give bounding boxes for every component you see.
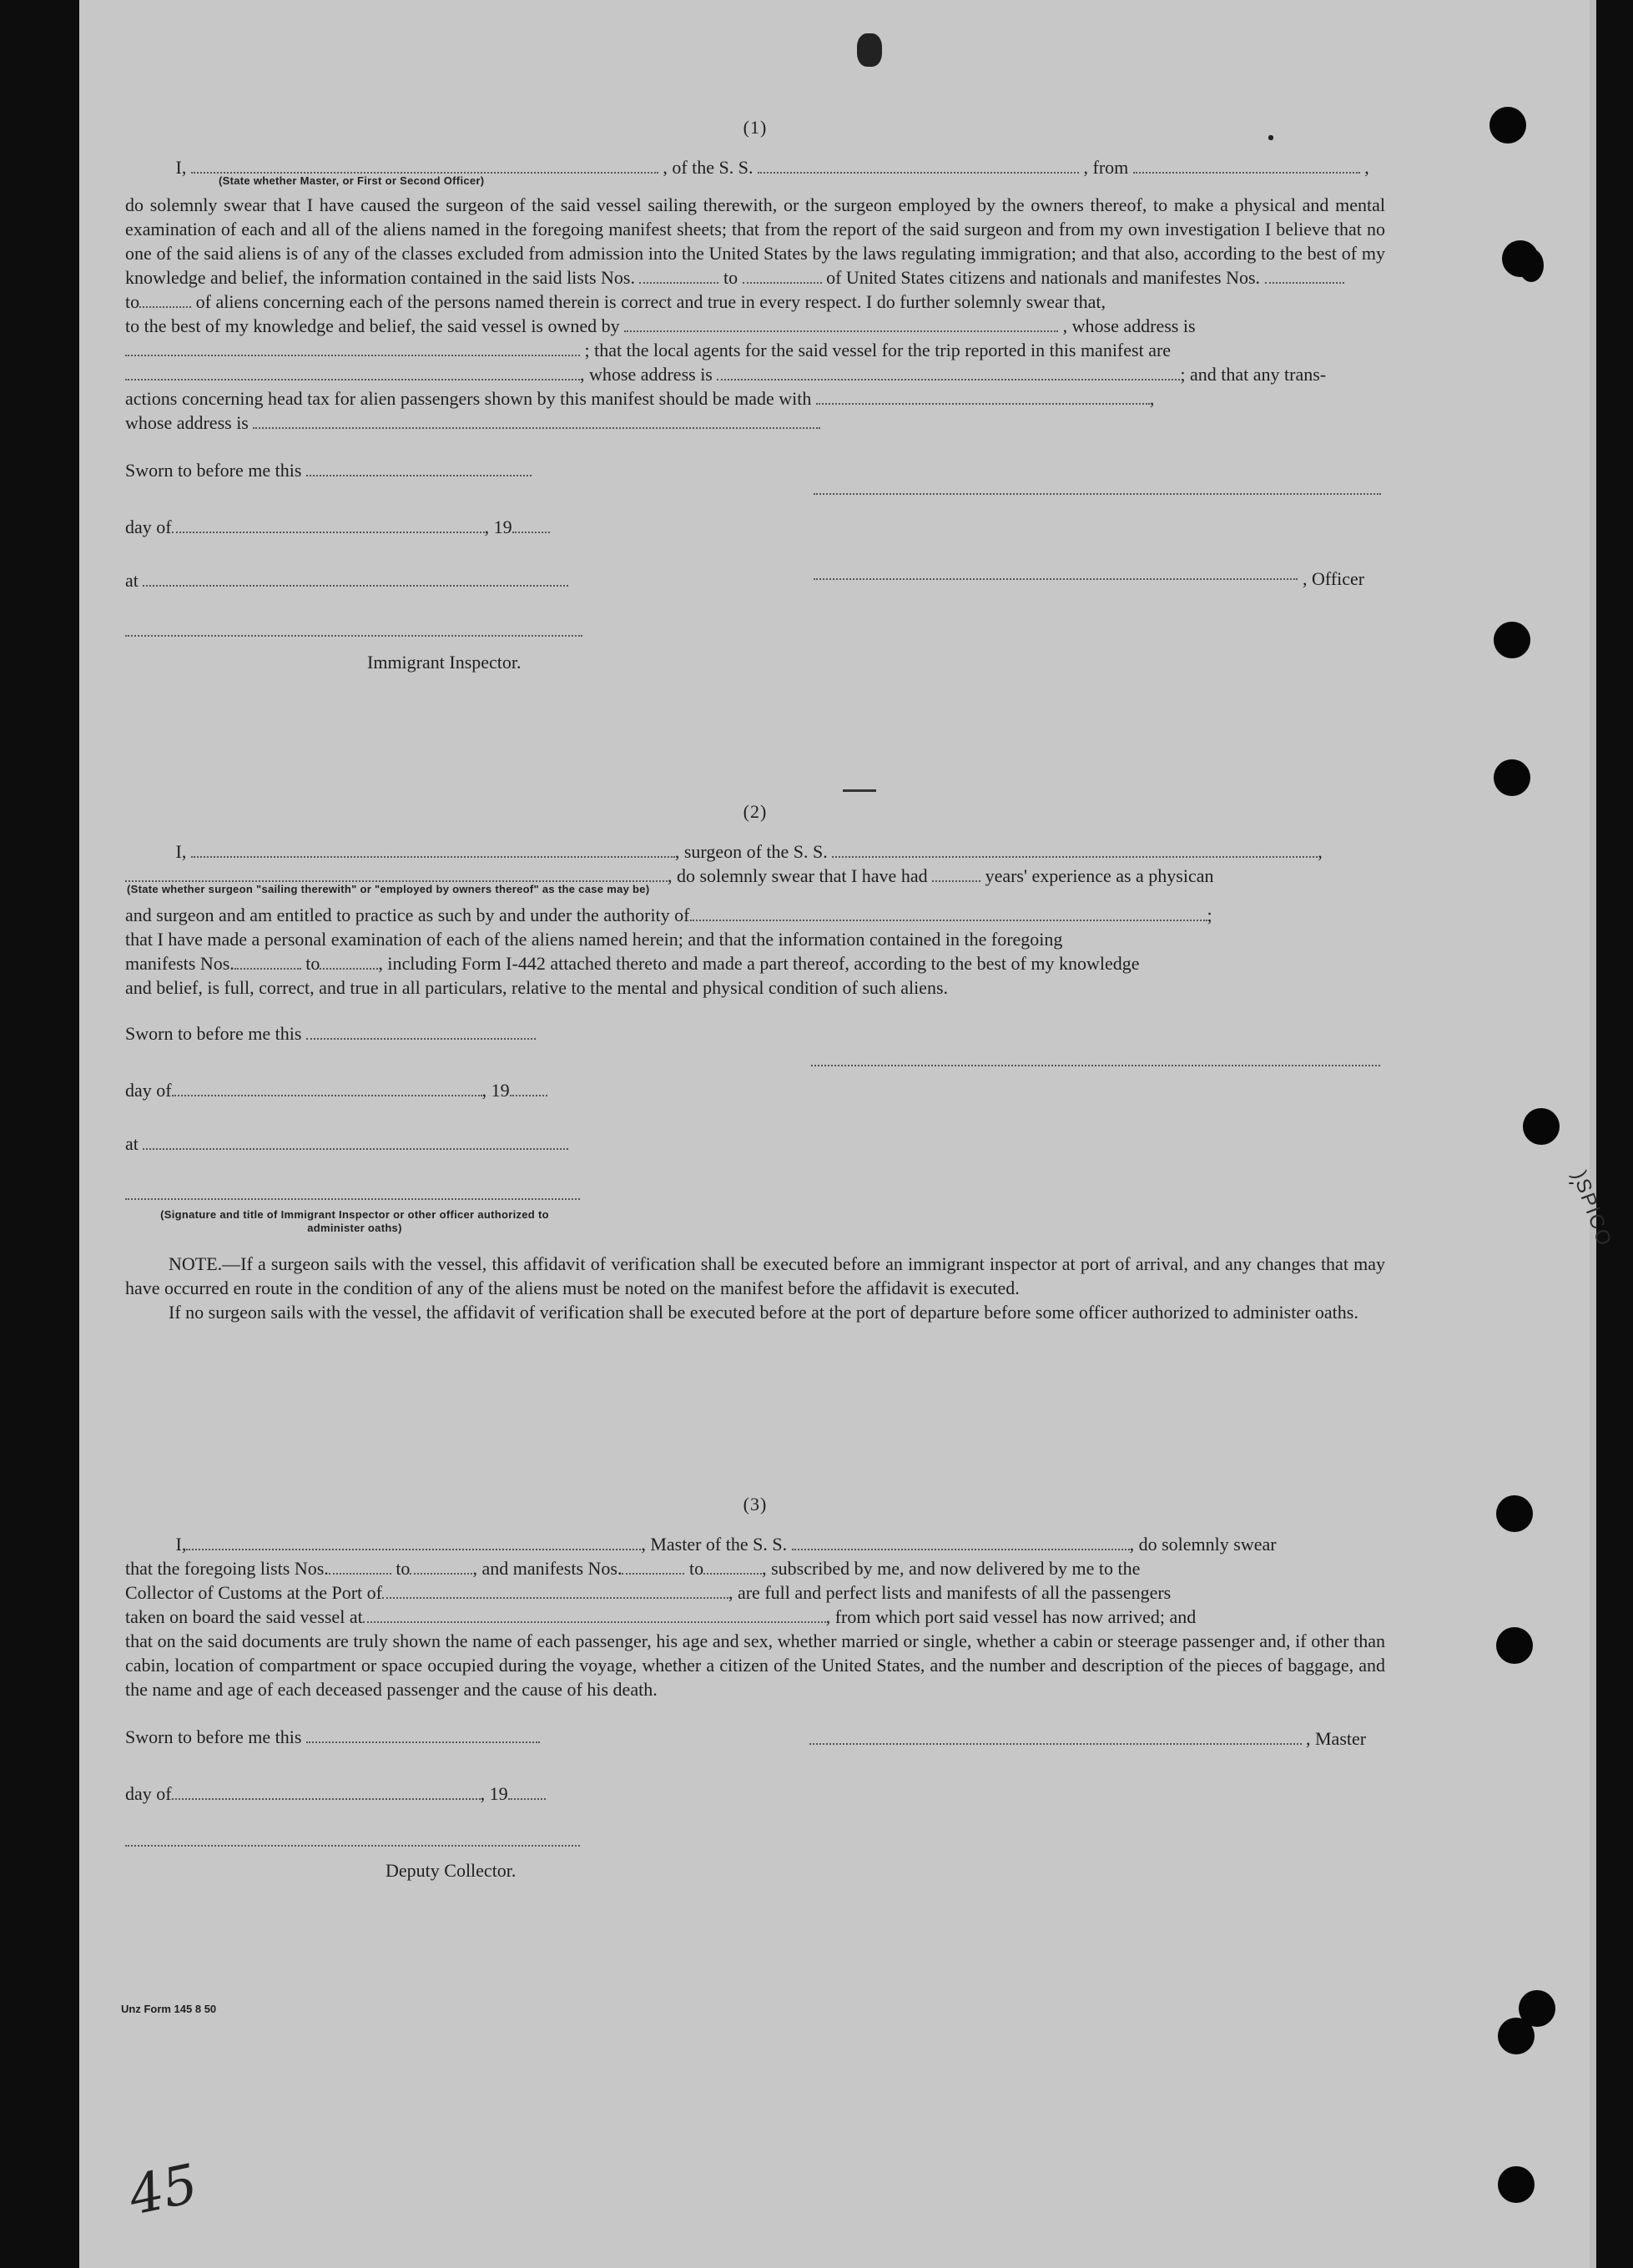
sworn-place-field[interactable]	[143, 1135, 568, 1150]
affidavit-section-1	[125, 117, 1385, 685]
master-manifests-to-field[interactable]	[703, 1560, 762, 1575]
section-number: (2)	[743, 801, 768, 822]
section2-jurat: Sworn to before me this day of , 19 at (Signature and title of Immigrant Inspector or other officer authorized to administer oaths)	[125, 1023, 1385, 1240]
sworn-day-field[interactable]	[306, 461, 532, 476]
deputy-signature-line[interactable]	[125, 1845, 580, 1847]
head-tax-address-field[interactable]	[253, 414, 820, 429]
sworn-place-field[interactable]	[143, 572, 568, 587]
inspector-label: Immigrant Inspector.	[367, 652, 522, 673]
customs-port-field[interactable]	[382, 1584, 728, 1599]
manifests-from-field[interactable]	[1265, 269, 1344, 284]
officer-label: , Officer	[1303, 568, 1365, 589]
sworn-month-field[interactable]	[172, 1785, 481, 1800]
section-number: (1)	[743, 117, 768, 138]
officer-line: I, , of the S. S. , from ,	[175, 157, 1369, 178]
sworn-year-field[interactable]	[510, 1081, 547, 1096]
master-lists-to-field[interactable]	[410, 1560, 472, 1575]
divider-mark	[843, 789, 876, 792]
officer-name-field[interactable]	[191, 159, 658, 174]
surgeon-status-field[interactable]	[125, 867, 668, 882]
owner-address-field[interactable]	[125, 341, 580, 356]
boarding-port-field[interactable]	[363, 1608, 826, 1623]
note-block: NOTE.—If a surgeon sails with the vessel, this affidavit of verification shall be executed before an immigrant inspector at port of arrival, and any changes that may have occurred en route in the condition of any of the aliens must be noted on the manifest before the affidavit is executed. If no surgeon sails with the vessel, the affidavit of verification shall be executed before at the port of departure before some officer authorized to administer oaths.	[125, 1253, 1385, 1323]
master-vessel-field[interactable]	[792, 1535, 1130, 1550]
sworn-year-field[interactable]	[512, 518, 550, 533]
inspector-signature-line[interactable]	[125, 635, 582, 637]
official-signature-line[interactable]	[125, 1198, 580, 1200]
lists-to-field[interactable]	[743, 269, 822, 284]
sworn-year-field[interactable]	[508, 1785, 546, 1800]
sworn-day-field[interactable]	[306, 1728, 540, 1743]
owner-field[interactable]	[624, 317, 1058, 332]
punch-hole	[1498, 2018, 1535, 2054]
surgeon-manifests-to-field[interactable]	[320, 955, 378, 970]
surgeon-line: I, , surgeon of the S. S. ,	[175, 841, 1323, 862]
page-edge	[1590, 0, 1596, 2268]
surgeon-experience-line: , do solemnly swear that I have had years' experience as a physican	[125, 864, 1385, 888]
deputy-label: Deputy Collector.	[386, 1860, 517, 1881]
section3-paragraph: I, , Master of the S. S. , do solemnly swear that the foregoing lists Nos. to , and manifests Nos. to , subscribed by me, and now delivered by me to the Collector of Customs at the Port of , are full and perfect lists and manifests of all the passengers taken on board the said vessel at , from which port said vessel has now arrived; and that on the said documents are truly shown the name of each passenger, his age and sex, whether married or single, whether a cabin or steerage passenger and, if other than cabin, location of compartment or space occupied during the voyage, whether a citizen of the United States, and the number and description of the pieces of baggage, and the name and age of each deceased passenger and the cause of his death.	[125, 1534, 1385, 1700]
sworn-month-field[interactable]	[172, 518, 485, 533]
from-port-field[interactable]	[1133, 159, 1360, 174]
punch-hole	[1496, 1627, 1533, 1664]
punch-hole	[1496, 1495, 1533, 1532]
surgeon-manifests-from-field[interactable]	[234, 955, 301, 970]
affidavit-section-2	[125, 801, 1385, 1324]
lists-from-field[interactable]	[639, 269, 718, 284]
form-identifier: Unz Form 145 8 50	[121, 2003, 217, 2015]
punch-hole	[1523, 1108, 1560, 1145]
punch-hole	[1494, 759, 1530, 796]
surgeon-name-field[interactable]	[191, 843, 675, 858]
sworn-day-field[interactable]	[306, 1025, 536, 1040]
section-number: (3)	[743, 1494, 768, 1515]
master-label: , Master	[1306, 1728, 1367, 1749]
master-name-field[interactable]	[186, 1535, 641, 1550]
punch-hole	[1494, 622, 1530, 658]
surgeon-signature-line[interactable]	[811, 1065, 1380, 1066]
master-signature-line[interactable]	[809, 1743, 1302, 1745]
vessel-name-field[interactable]	[758, 159, 1079, 174]
affidavit-section-3	[125, 1494, 1385, 1893]
form-page	[79, 0, 1616, 2268]
section1-paragraph: do solemnly swear that I have caused the surgeon of the said vessel sailing therewith, or the surgeon employed by the owners thereof, to make a physical and mental examination of each and all of the aliens named in the foregoing manifest sheets; that from the report of the said surgeon and from my own investigation I believe that no one of the said aliens is of any of the classes excluded from admission into the United States by the laws regulating immigration; and that also, according to the best of my knowledge and belief, the information contained in the said lists Nos. to of United States citizens and nationals and manifestes Nos. to of aliens concerning each of the persons named therein is correct and true in every respect. I do further solemnly swear that, to the best of my knowledge and belief, the said vessel is owned by , whose address is ; that the local agents for the said vessel for the trip reported in this manifest are , whose address is ; and that any trans- actions concerning head tax for alien passengers shown by this manifest should be made with , whose address is	[125, 194, 1385, 433]
punch-hole	[1519, 249, 1544, 282]
section3-jurat: Sworn to before me this , Master day of , 19 Deputy Collector.	[125, 1726, 1367, 1881]
sworn-month-field[interactable]	[172, 1081, 482, 1096]
master-lists-from-field[interactable]	[329, 1560, 391, 1575]
head-tax-contact-field[interactable]	[816, 390, 1150, 405]
surgeon-vessel-field[interactable]	[832, 843, 1318, 858]
authority-field[interactable]	[690, 906, 1207, 921]
master-manifests-from-field[interactable]	[622, 1560, 684, 1575]
agents-address-field[interactable]	[717, 365, 1180, 381]
handwritten-number: 45	[123, 2153, 204, 2228]
surgeon-hint: (State whether surgeon "sailing therewith" or "employed by owners thereof" as the case may be)	[127, 883, 650, 895]
years-experience-field[interactable]	[932, 867, 980, 882]
officer-hint: (State whether Master, or First or Second Officer)	[219, 174, 485, 187]
punch-hole	[1498, 2166, 1535, 2203]
ink-blot	[857, 33, 882, 67]
officer-signature-line[interactable]	[814, 493, 1381, 495]
manifests-to-field[interactable]	[139, 293, 191, 308]
section1-jurat: Sworn to before me this day of , 19 at Immigrant Inspector. , Officer	[125, 460, 1385, 685]
official-signature-hint: (Signature and title of Immigrant Inspector or other officer authorized to administer oaths)	[160, 1208, 549, 1234]
section2-paragraph: and surgeon and am entitled to practice as such by and under the authority of ; that I have made a personal examination of each of the aliens named herein; and that the information contained in the foregoing manifests Nos. to , including Form I-442 attached thereto and made a part thereof, according to the best of my knowledge and belief, is full, correct, and true in all particulars, relative to the mental and physical condition of such aliens.	[125, 905, 1212, 998]
agents-field[interactable]	[125, 365, 580, 381]
punch-hole	[1489, 107, 1526, 144]
margin-stamp: )SPICO	[1567, 1167, 1616, 1250]
officer-title-line[interactable]	[814, 578, 1298, 580]
